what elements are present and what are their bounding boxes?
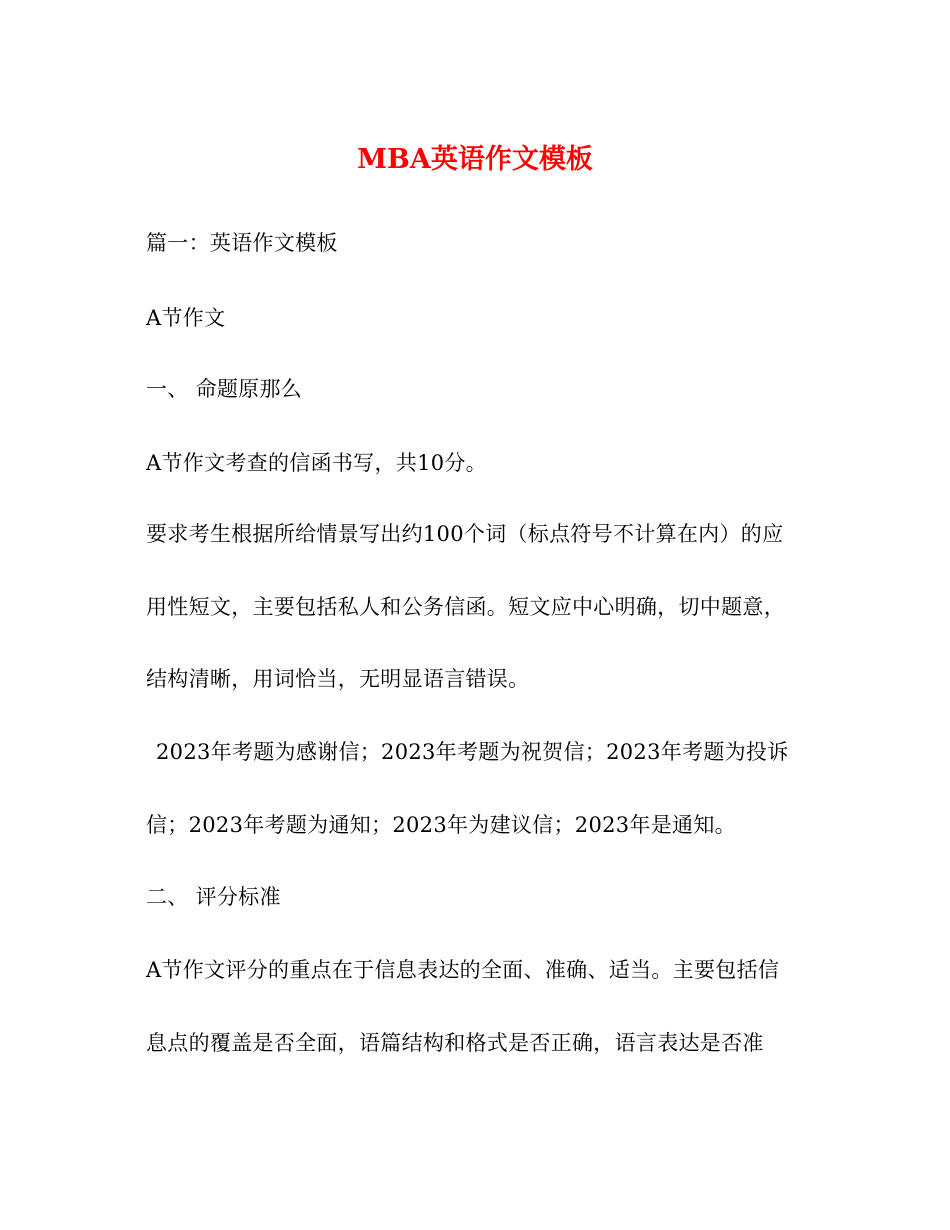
paragraph-line: A节作文评分的重点在于信息表达的全面、准确、适当。主要包括信 (146, 958, 780, 982)
subsection-heading: A节作文 (146, 306, 226, 330)
numbered-heading: 二、 评分标准 (146, 885, 281, 909)
numbered-heading: 一、 命题原那么 (146, 377, 303, 401)
paragraph-line: 要求考生根据所给情景写出约100个词（标点符号不计算在内）的应 (146, 522, 784, 546)
paragraph-line: 用性短文，主要包括私人和公务信函。短文应中心明确，切中题意， (146, 595, 785, 619)
section-heading: 篇一：英语作文模板 (146, 231, 338, 255)
paragraph-line: 信；2023年考题为通知；2023年为建议信；2023年是通知。 (146, 813, 736, 837)
paragraph-line: 结构清晰，用词恰当，无明显语言错误。 (146, 667, 530, 691)
document-title: MBA英语作文模板 (357, 144, 593, 175)
paragraph-line: 2023年考题为感谢信；2023年考题为祝贺信；2023年考题为投诉 (156, 740, 789, 764)
paragraph-line: A节作文考查的信函书写，共10分。 (146, 451, 487, 475)
paragraph-line: 息点的覆盖是否全面，语篇结构和格式是否正确，语言表达是否准 (146, 1031, 764, 1055)
